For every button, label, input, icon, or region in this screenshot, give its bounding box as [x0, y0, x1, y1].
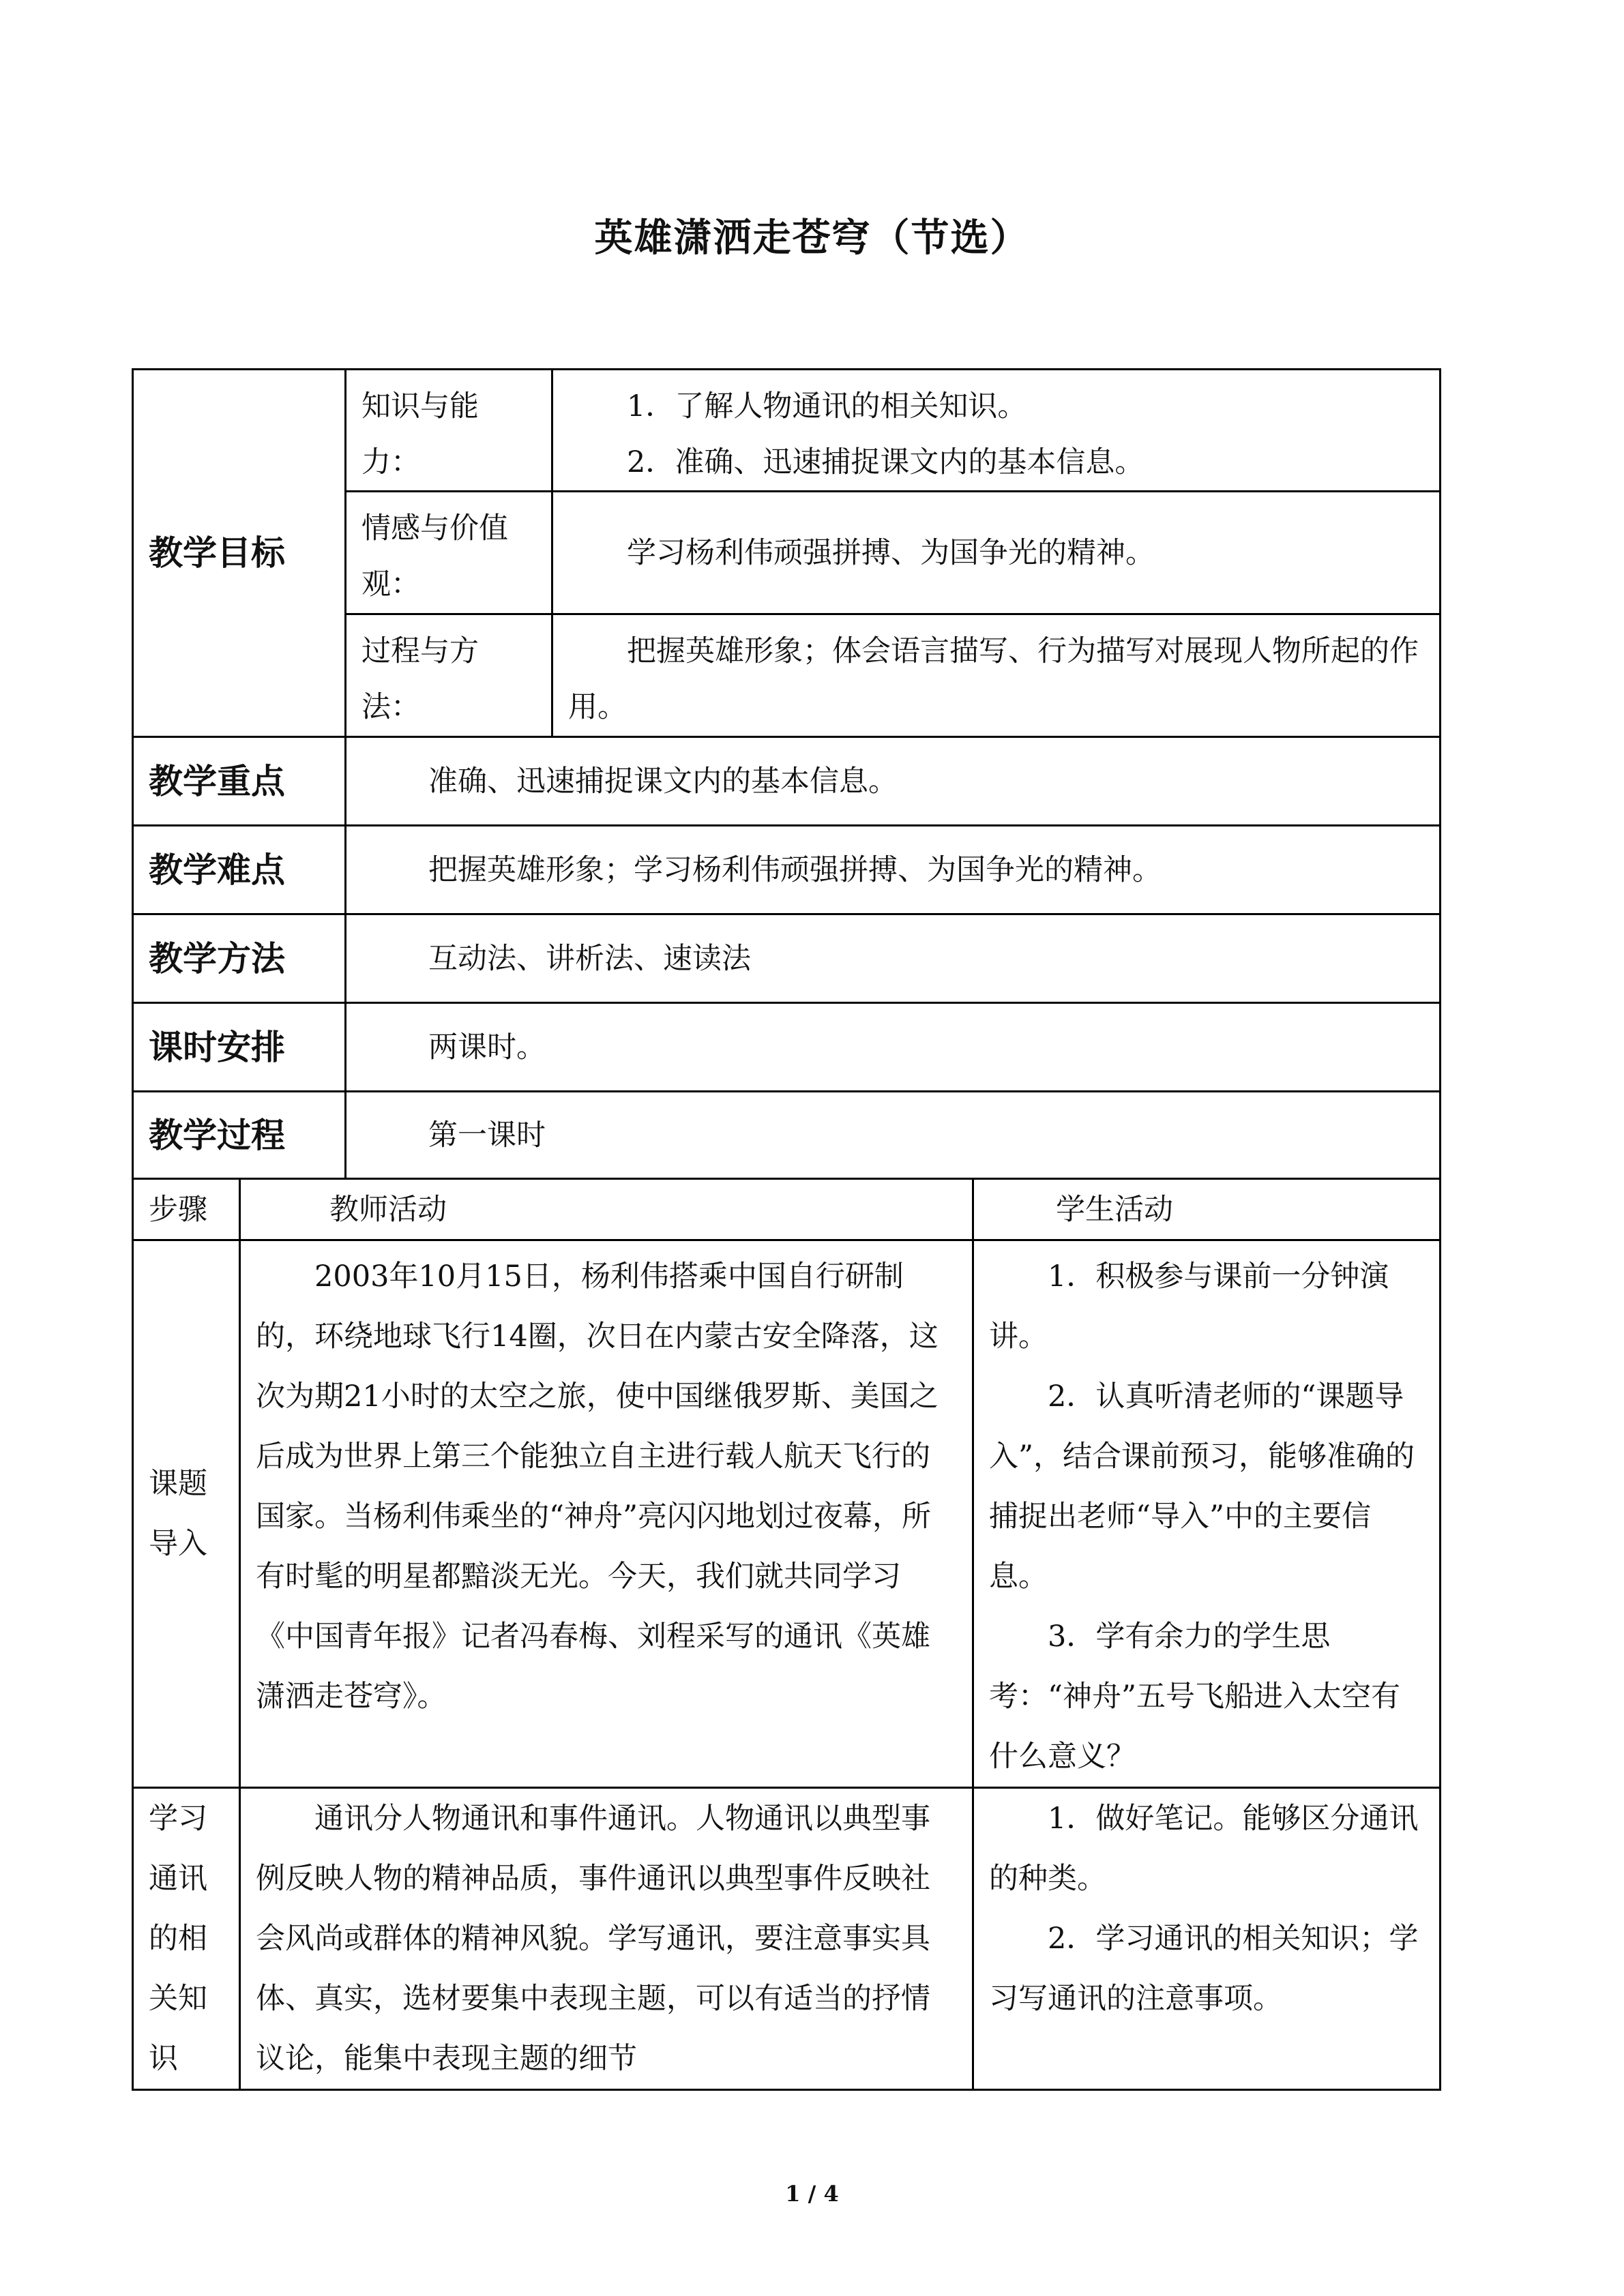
teacher-activity — [240, 1788, 973, 2090]
section-row — [133, 737, 1441, 826]
goals-row-1 — [133, 370, 1441, 492]
section-header: 教学难点 — [133, 826, 346, 914]
student-paragraph: 2．学习通讯的相关知识；学习写通讯的注意事项。 — [989, 1922, 1419, 2016]
step-label: 学习通讯的相关知识 — [133, 1788, 240, 2090]
process-row — [133, 1240, 1441, 1788]
section-header: 课时安排 — [133, 1003, 346, 1092]
step-label: 课题导入 — [133, 1240, 240, 1788]
section-header: 教学方法 — [133, 914, 346, 1003]
teacher-activity — [240, 1240, 973, 1788]
student-activity — [973, 1788, 1441, 2090]
section-row — [133, 1092, 1441, 1179]
section-text: 互动法、讲析法、速读法 — [346, 914, 1441, 1003]
process-row — [133, 1788, 1441, 2090]
section-text: 把握英雄形象；学习杨利伟顽强拼搏、为国争光的精神。 — [346, 826, 1441, 914]
lesson-plan-table — [132, 368, 1439, 2091]
col-student-header: 学生活动 — [973, 1179, 1441, 1240]
goal-item: 把握英雄形象；体会语言描写、行为描写对展现人物所起的作用。 — [568, 634, 1419, 724]
goal-items-process — [552, 614, 1441, 737]
goal-label-emotion: 情感与价值观： — [346, 492, 552, 614]
goal-label-process: 过程与方法： — [346, 614, 552, 737]
section-text: 准确、迅速捕捉课文内的基本信息。 — [346, 737, 1441, 826]
section-row — [133, 826, 1441, 914]
col-step-header: 步骤 — [133, 1179, 240, 1240]
section-header: 教学重点 — [133, 737, 346, 826]
section-text: 第一课时 — [346, 1092, 1441, 1179]
goal-label-knowledge: 知识与能力： — [346, 370, 552, 492]
goal-items-emotion — [552, 492, 1441, 614]
student-paragraph: 1．做好笔记。能够区分通讯的种类。 — [989, 1802, 1419, 1896]
student-paragraph: 2．认真听清老师的“课题导入”，结合课前预习，能够准确的捕捉出老师“导入”中的主要信息。 — [989, 1380, 1415, 1594]
page-number: 1 / 4 — [785, 2181, 839, 2207]
page-title: 英雄潇洒走苍穹（节选） — [594, 216, 1030, 260]
section-row — [133, 1003, 1441, 1092]
teacher-paragraph: 2003年10月15日，杨利伟搭乘中国自行研制的，环绕地球飞行14圈，次日在内蒙古安全降落，这次为期21小时的太空之旅，使中国继俄罗斯、美国之后成为世界上第三个能独立自主进行载人航天飞行的国家。当杨利伟乘坐的“神舟”亮闪闪地划过夜幕，所有时髦的明星都黯淡无光。今天，我们就共同学习《中国青年报》记者冯春梅、刘程采写的通讯《英雄潇洒走苍穹》。 — [256, 1259, 939, 1714]
goal-item: 1．了解人物通讯的相关知识。 — [627, 389, 1027, 423]
goal-items-knowledge — [552, 370, 1441, 492]
student-paragraph: 3．学有余力的学生思考：“神舟”五号飞船进入太空有什么意义？ — [989, 1620, 1400, 1774]
teacher-paragraph: 通讯分人物通讯和事件通讯。人物通讯以典型事例反映人物的精神品质，事件通讯以典型事件反映社会风尚或群体的精神风貌。学写通讯，要注意事实具体、真实，选材要集中表现主题，可以有适当的抒情议论，能集中表现主题的细节 — [256, 1802, 930, 2076]
student-activity — [973, 1240, 1441, 1788]
goal-item: 2．准确、迅速捕捉课文内的基本信息。 — [627, 445, 1145, 479]
section-header: 教学过程 — [133, 1092, 346, 1179]
goals-header: 教学目标 — [133, 370, 346, 737]
goal-item: 学习杨利伟顽强拼搏、为国争光的精神。 — [627, 535, 1155, 570]
process-header-row — [133, 1179, 1441, 1240]
col-teacher-header: 教师活动 — [240, 1179, 973, 1240]
section-row — [133, 914, 1441, 1003]
section-text: 两课时。 — [346, 1003, 1441, 1092]
student-paragraph: 1．积极参与课前一分钟演讲。 — [989, 1259, 1389, 1354]
